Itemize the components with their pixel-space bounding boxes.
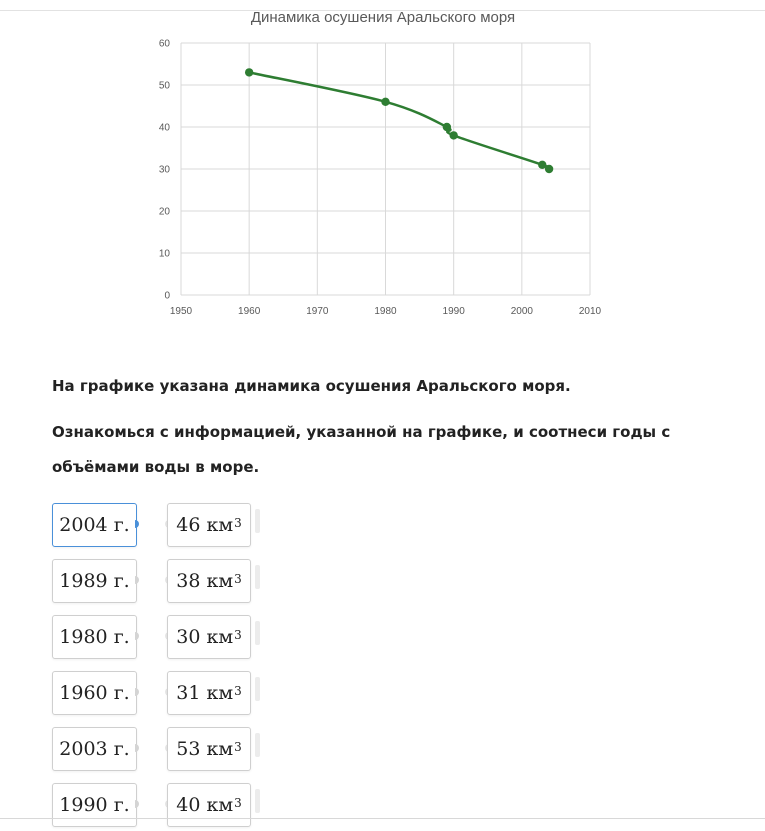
match-pair-row [52,671,272,717]
data-point [245,68,253,76]
year-card[interactable] [52,559,137,603]
connector-dot [135,520,139,528]
chart-series [245,68,553,173]
connector-dot [135,800,139,808]
year-card[interactable] [52,783,137,827]
data-point [449,131,457,139]
y-axis-ticks [159,39,171,302]
y-tick-label: 40 [158,122,170,134]
volume-exponent: 3 [234,628,242,642]
x-tick-label: 1950 [169,306,193,317]
year-card[interactable] [52,615,137,659]
chart-title: Динамика осушения Аральского моря [250,9,516,26]
connector-dot [135,632,139,640]
volume-label: 38 км [176,570,234,592]
y-tick-label: 20 [158,206,170,218]
connector-dot [135,744,139,752]
volume-card[interactable] [167,503,251,547]
volume-card[interactable] [167,783,251,827]
match-pair-row [52,615,272,661]
match-pair-row [52,559,272,605]
volume-card[interactable] [167,559,251,603]
data-point [545,165,553,173]
connector-dot [135,688,139,696]
year-card[interactable] [52,727,137,771]
volume-label: 31 км [176,682,234,704]
y-tick-label: 50 [158,80,170,92]
data-point [443,123,451,131]
drag-handle-icon[interactable] [255,789,260,813]
connector-dot [135,576,139,584]
year-label: 1990 г. [59,794,130,816]
question-line-1: На графике указана динамика осушения Аральского моря. [52,377,571,395]
year-label: 2003 г. [59,738,130,760]
drag-handle-icon[interactable] [255,733,260,757]
bottom-divider [0,818,765,819]
y-tick-label: 10 [158,248,170,260]
volume-exponent: 3 [234,572,242,586]
year-card[interactable] [52,503,137,547]
x-tick-label: 1980 [374,306,397,317]
year-label: 1980 г. [59,626,130,648]
year-label: 2004 г. [59,514,130,536]
drag-handle-icon[interactable] [255,621,260,645]
y-tick-label: 0 [164,290,170,302]
y-tick-label: 60 [158,38,170,50]
volume-label: 46 км [176,514,234,536]
year-card[interactable] [52,671,137,715]
volume-card[interactable] [167,727,251,771]
line-chart [150,0,620,330]
match-pair-row [52,783,272,829]
y-tick-label: 30 [158,164,170,176]
volume-exponent: 3 [234,740,242,754]
x-tick-label: 2000 [510,306,533,317]
x-tick-label: 1990 [442,306,465,317]
question-line-3: объёмами воды в море. [52,458,260,476]
volume-label: 53 км [176,738,234,760]
x-tick-label: 1970 [306,306,329,317]
x-tick-label: 1960 [238,306,261,317]
volume-label: 40 км [176,794,234,816]
volume-exponent: 3 [234,516,242,530]
volume-exponent: 3 [234,796,242,810]
x-tick-label: 2010 [578,306,602,317]
volume-card[interactable] [167,671,251,715]
year-label: 1960 г. [59,682,130,704]
match-pair-row [52,727,272,773]
volume-exponent: 3 [234,684,242,698]
match-pair-row [52,503,272,549]
data-point [381,98,389,106]
year-label: 1989 г. [59,570,130,592]
drag-handle-icon[interactable] [255,565,260,589]
drag-handle-icon[interactable] [255,677,260,701]
drag-handle-icon[interactable] [255,509,260,533]
volume-label: 30 км [176,626,234,648]
volume-card[interactable] [167,615,251,659]
x-axis-ticks [170,306,602,317]
series-line [249,72,551,169]
question-line-2: Ознакомься с информацией, указанной на графике, и соотнеси годы с [52,423,671,441]
chart-grid [181,43,590,295]
